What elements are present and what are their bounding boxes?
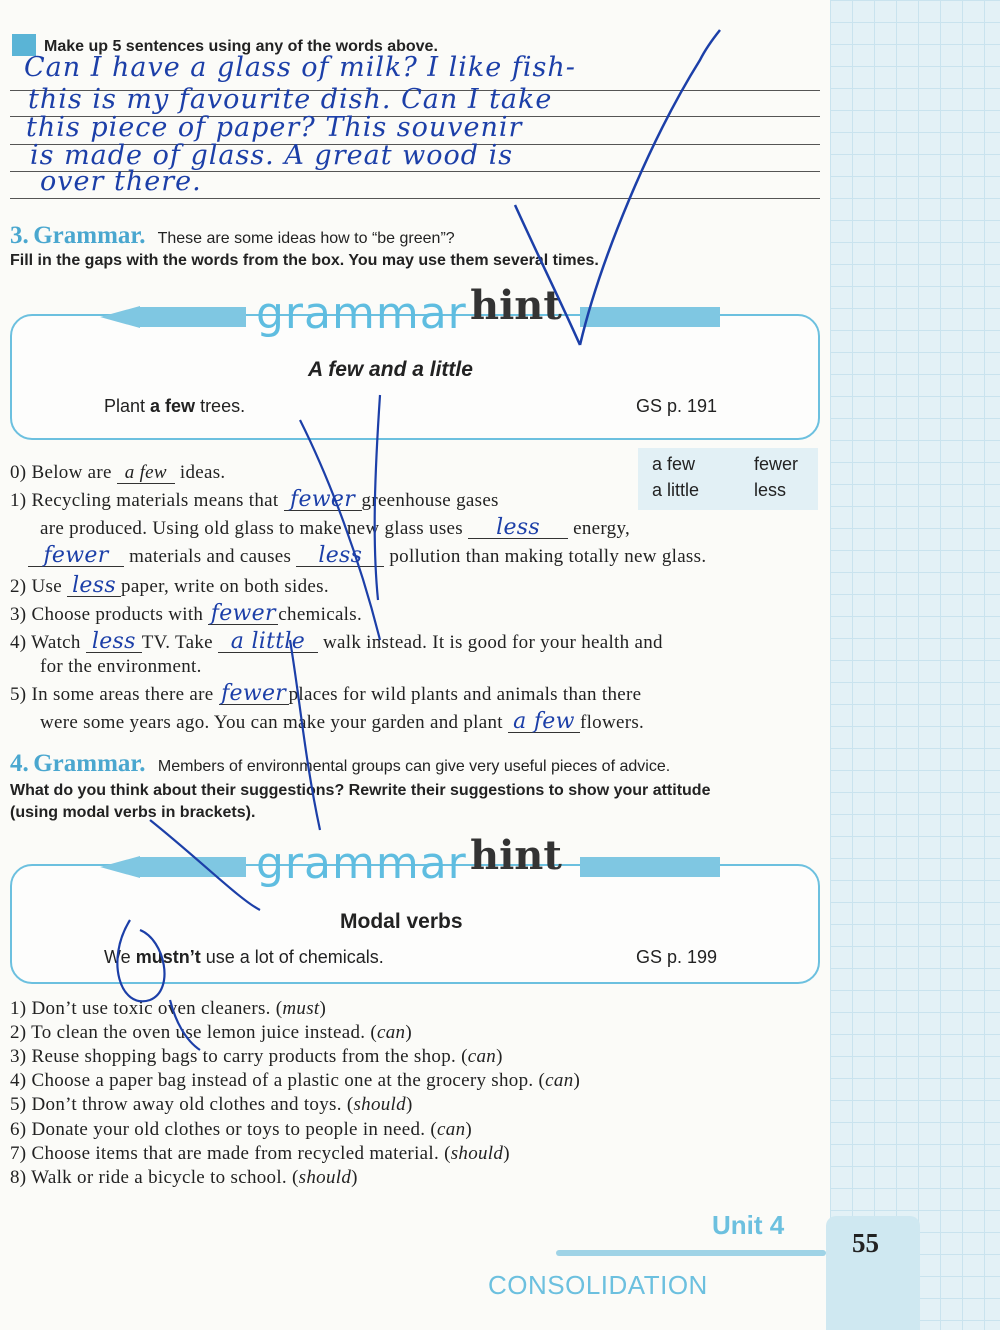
ruled-line [10,198,820,199]
sentence-4-line-2: for the environment. [40,656,202,677]
sentence-text: Watch [31,632,81,653]
hint-label: hint [470,832,562,879]
item-number: 4) [10,1070,27,1091]
sentence-1-line-3 [28,543,707,568]
sentence-text: energy, [573,518,631,539]
modal-verb: should [353,1094,406,1115]
modal-verb: can [545,1070,574,1091]
exercise-4-item: 2) To clean the oven use lemon juice instead. (can) [10,1022,412,1043]
hint-label: hint [470,282,562,329]
modal-verb: should [298,1167,352,1188]
exercise-4-instruction: (using modal verbs in brackets). [10,804,256,821]
item-number: 5) [10,1094,27,1115]
modal-verb: must [282,998,320,1019]
pencil-banner [100,856,246,878]
pencil-banner [580,856,720,878]
hint-example-bold: mustn’t [135,947,201,967]
sentence-text: Below are [31,462,112,483]
item-number: 7) [10,1143,27,1164]
pencil-body [140,857,246,877]
hint-title: Modal verbs [340,910,463,933]
exercise-3-intro: These are some ideas how to “be green”? [157,230,455,247]
pencil-tip-icon [100,856,140,878]
exercise-4-item: 3) Reuse shopping bags to carry products from the shop. (can) [10,1046,503,1067]
hint-example [104,947,384,968]
sentence-5-line-2 [40,709,645,734]
sentence-text: pollution than making totally new glass. [389,546,707,567]
item-text: Reuse shopping bags to carry products from the shop. [31,1046,457,1067]
pencil-tip-icon [100,306,140,328]
pencil-banner [580,306,720,328]
sentence-text: flowers. [579,712,645,733]
grammar-hint-label: grammar [256,838,467,889]
sentence-2 [10,573,329,598]
grid-margin [830,0,1000,1330]
gap-answer: fewer [284,490,362,511]
item-number: 1) [10,998,27,1019]
exercise-4-instruction: What do you think about their suggestions? Rewrite their suggestions to show your attitude [10,782,711,799]
gap-answer: a few [117,463,175,484]
exercise-4-number: 4. [10,750,29,777]
exercise-4-item: 4) Choose a paper bag instead of a plastic one at the grocery shop. (can) [10,1070,581,1091]
exercise-3-number: 3. [10,222,29,249]
sentence-1-line-2 [40,515,631,540]
unit-label: Unit 4 [712,1210,785,1240]
sentence-text: are produced. Using old glass to make new glass uses [40,518,463,539]
exercise-4-item: 8) Walk or ride a bicycle to school. (should) [10,1167,358,1188]
handwritten-line: over there. [40,166,202,197]
pencil-end-icon [580,307,720,327]
gap-answer: less [67,576,121,597]
modal-verb: can [377,1022,406,1043]
sentence-3 [10,601,362,626]
word-box-item: fewer [754,454,799,474]
hint-example-text: trees. [195,396,246,416]
hint-example [104,396,245,417]
item-number: 6) [10,1119,27,1140]
sentence-text: chemicals. [278,604,362,625]
sentence-5-line-1 [10,681,642,706]
page-number: 55 [852,1228,879,1258]
word-box-item: a few [652,454,696,474]
sentence-text: paper, write on both sides. [121,576,329,597]
word-box [638,448,818,510]
sentence-text: places for wild plants and animals than there [288,684,642,705]
exercise-4-intro: Members of environmental groups can give very useful pieces of advice. [157,758,671,775]
item-text: Don’t throw away old clothes and toys. [31,1094,342,1115]
exercise-4-item: 6) Donate your old clothes or toys to people in need. (can) [10,1119,473,1140]
sentence-text: ideas. [179,462,226,483]
gap-answer: fewer [28,546,124,567]
item-text: Donate your old clothes or toys to people in need. [31,1119,426,1140]
hint-title: A few and a little [308,358,473,381]
hint-example-text: use a lot of chemicals. [200,947,384,967]
item-number: 2) [10,1022,27,1043]
word-box-item: less [754,480,787,500]
sentence-4-line-1 [10,629,663,654]
gap-answer: less [296,546,384,567]
sentence-0 [10,462,225,484]
sentence-text: greenhouse gases [361,490,499,511]
grammar-reference: GS p. 199 [636,947,718,967]
exercise-4-item: 5) Don’t throw away old clothes and toys. (should) [10,1094,413,1115]
gap-answer: less [86,632,142,653]
exercise-3-heading [10,222,455,250]
grammar-reference: GS p. 191 [636,396,718,416]
gap-answer: fewer [219,684,289,705]
item-text: To clean the oven use lemon juice instead. [31,1022,366,1043]
exercise-4-heading [10,750,670,778]
footer-rule [556,1250,826,1256]
handwritten-line: this piece of paper? This souvenir [26,112,523,143]
gap-answer: a little [218,632,318,653]
item-number: 2) [10,576,27,597]
gap-answer: less [468,518,568,539]
exercise-4-item: 1) Don’t use toxic oven cleaners. (must) [10,998,327,1019]
item-text: Choose a paper bag instead of a plastic one at the grocery shop. [31,1070,534,1091]
gap-answer: fewer [208,604,278,625]
item-number: 3) [10,1046,27,1067]
grammar-hint-label: grammar [256,288,467,339]
pencil-body [140,307,246,327]
item-number: 4) [10,632,27,653]
gap-answer: a few [508,712,580,733]
sentence-text: TV. Take [141,632,213,653]
item-text: Walk or ride a bicycle to school. [31,1167,287,1188]
sentence-1-line-1 [10,487,499,512]
hint-example-bold: a few [150,396,196,416]
item-number: 8) [10,1167,27,1188]
hint-example-text: We [104,947,136,967]
hint-example-text: Plant [104,396,151,416]
sentence-text: materials and causes [129,546,292,567]
pencil-banner [100,306,246,328]
handwritten-line: Can I have a glass of milk? I like fish- [24,52,576,83]
modal-verb: can [467,1046,497,1067]
item-text: Don’t use toxic oven cleaners. [31,998,271,1019]
sentence-text: were some years ago. You can make your garden and plant [40,712,503,733]
item-text: Choose items that are made from recycled material. [31,1143,440,1164]
handwritten-line: this is my favourite dish. Can I take [28,84,553,115]
sentence-text: Recycling materials means that [31,490,279,511]
exercise-4-grammar-label: Grammar. [33,750,146,777]
modal-verb: can [437,1119,466,1140]
exercise-4-item: 7) Choose items that are made from recycled material. (should) [10,1143,510,1164]
modal-verb: should [450,1143,504,1164]
item-number: 0) [10,462,27,483]
item-number: 1) [10,490,27,511]
section-label: CONSOLIDATION [488,1270,708,1300]
handwritten-line: is made of glass. A great wood is [30,140,514,171]
sentence-text: In some areas there are [31,684,214,705]
sentence-text: Choose products with [31,604,204,625]
item-number: 3) [10,604,27,625]
sentence-text: walk instead. It is good for your health and [323,632,663,653]
exercise-2-title: Make up 5 sentences using any of the words above. [44,38,438,55]
exercise-3-instruction: Fill in the gaps with the words from the box. You may use them several times. [10,252,599,269]
word-box-item: a little [652,480,700,500]
exercise-3-grammar-label: Grammar. [33,222,146,249]
sentence-text: Use [31,576,62,597]
item-number: 5) [10,684,27,705]
pencil-end-icon [580,857,720,877]
